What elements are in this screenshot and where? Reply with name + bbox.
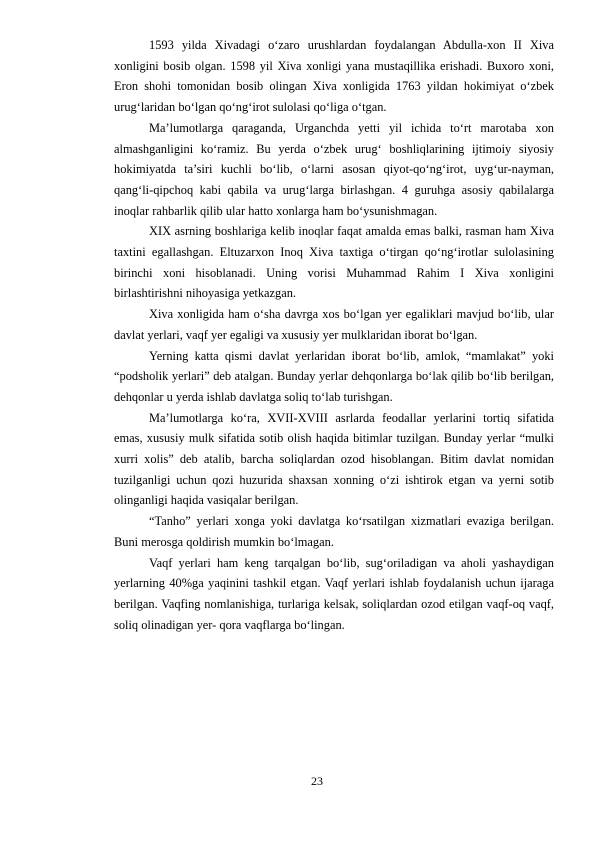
paragraph: XIX asrning boshlariga kelib inoqlar faqat amalda emas balki, rasman ham Xiva taxtini egallashgan. Eltuzarxon Inoq Xiva taxtiga o‘tirgan qo‘ng‘irotlar sulolasining birinchi xoni hisoblanadi. Uning vorisi Muhammad Rahim I Xiva xonligini birlashtirishni nihoyasiga yetkazgan.	[114, 224, 554, 301]
paragraph: Ma’lumotlarga ko‘ra, XVII-XVIII asrlarda feodallar yerlarini tortiq sifatida emas, xususiy mulk sifatida sotib olish haqida bitimlar tuzilgan. Bunday yerlar “mulki xurri xolis” deb atalib, barcha soliqlardan ozod hisoblangan. Bitim davlat nomidan tuzilganligi uchun qozi huzurida shaxsan xonning o‘zi ishtirok etgan va yerni sotib olinganligi haqida vasiqalar berilgan.	[114, 410, 554, 508]
page-number: 23	[311, 774, 323, 788]
paragraph: 1593 yilda Xivadagi o‘zaro urushlardan foydalangan Abdulla-xon II Xiva xonligini bosib olgan. 1598 yil Xiva xonligi yana mustaqillika erishadi. Buxoro xoni, Eron shohi tomonidan bosib olingan Xiva xonligida 1763 yildan hokimiyat o‘zbek urug‘laridan bo‘lgan qo‘ng‘irot sulolasi qo‘liga o‘tgan.	[114, 38, 554, 115]
paragraph: “Tanho” yerlari xonga yoki davlatga ko‘rsatilgan xizmatlari evaziga berilgan. Buni merosga qoldirish mumkin bo‘lmagan.	[114, 514, 554, 549]
paragraph: Yerning katta qismi davlat yerlaridan iborat bo‘lib, amlok, “mamlakat” yoki “podsholik yerlari” deb atalgan. Bunday yerlar dehqonlarga bo‘lak qilib bo‘lib berilgan, dehqonlar u yerda ishlab davlatga soliq to‘lab turishgan.	[114, 348, 554, 404]
paragraph: Xiva xonligida ham o‘sha davrga xos bo‘lgan yer egaliklari mavjud bo‘lib, ular davlat yerlari, vaqf yer egaligi va xususiy yer mulklaridan iborat bo‘lgan.	[114, 307, 554, 342]
paragraph: Vaqf yerlari ham keng tarqalgan bo‘lib, sug‘oriladigan va aholi yashaydigan yerlarning 40%ga yaqinini tashkil etgan. Vaqf yerlari ishlab foydalanish uchun ijaraga berilgan. Vaqfing nomlanishiga, turlariga kelsak, soliqlardan ozod etilgan vaqf-oq vaqf, soliq olinadigan yer- qora vaqflarga bo‘lingan.	[114, 555, 554, 632]
body-text	[114, 35, 554, 635]
paragraph: Ma’lumotlarga qaraganda, Urganchda yetti yil ichida to‘rt marotaba xon almashganligini ko‘ramiz. Bu yerda o‘zbek urug‘ boshliqlarining ijtimoiy siyosiy hokimiyatda ta’siri kuchli bo‘lib, o‘larni asosan qiyot-qo‘ng‘irot, uyg‘ur-nayman, qang‘li-qipchoq kabi qabila va urug‘larga birlashgan. 4 guruhga asosiy qabilalarga inoqlar rahbarlik qilib ular hatto xonlarga ham bo‘ysunishmagan.	[114, 120, 554, 218]
